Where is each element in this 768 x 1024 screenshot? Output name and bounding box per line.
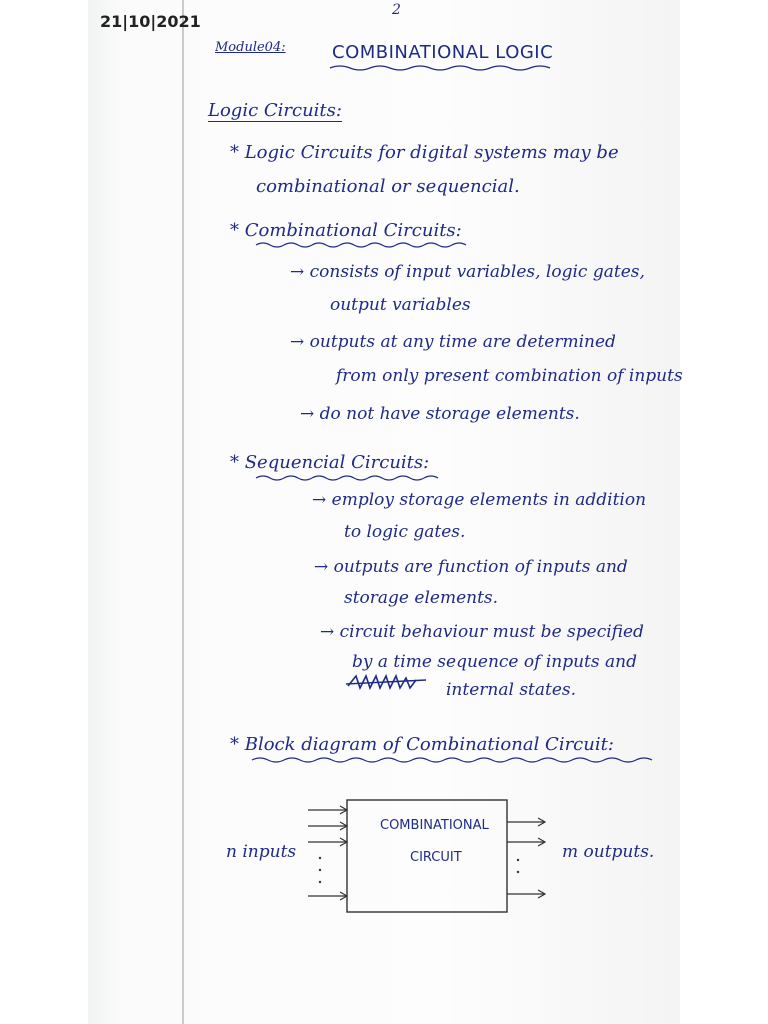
output-dots [517,859,519,873]
page-number: 2 [392,2,401,18]
output-arrows [507,818,545,898]
sequential-point-2-cont: storage elements. [344,588,499,608]
page-title: COMBINATIONAL LOGIC [332,42,554,63]
combinational-heading: * Combinational Circuits: [230,220,462,241]
section-heading: Logic Circuits: [208,100,342,121]
combinational-point-3: → do not have storage elements. [300,404,580,424]
sequential-point-1: → employ storage elements in addition [312,490,647,510]
intro-line-2: combinational or sequencial. [256,176,520,197]
inputs-label: n inputs [226,842,297,862]
date: 21|10|2021 [100,12,201,31]
outputs-label: m outputs. [562,842,655,862]
box-label-line-1: COMBINATIONAL [380,818,489,833]
combinational-point-1: → consists of input variables, logic gates, [290,262,645,282]
box-label-line-2: CIRCUIT [410,850,462,865]
sequential-point-1-cont: to logic gates. [344,522,466,542]
intro-line-1: * Logic Circuits for digital systems may be [230,142,619,163]
sequential-point-3-cont: by a time sequence of inputs and [352,652,637,672]
combinational-point-2-cont: from only present combination of inputs [336,366,683,386]
combinational-point-2: → outputs at any time are determined [290,332,616,352]
block-diagram-heading: * Block diagram of Combinational Circuit: [230,734,614,755]
input-arrows [308,806,347,900]
sequential-point-3: → circuit behaviour must be specified [320,622,644,642]
input-dots [319,857,321,883]
module-label: Module04: [215,40,286,55]
sequential-point-2: → outputs are function of inputs and [314,557,628,577]
sequential-point-3-end: internal states. [446,680,577,700]
sequential-heading: * Sequencial Circuits: [230,452,430,473]
combinational-point-1-cont: output variables [330,295,471,315]
